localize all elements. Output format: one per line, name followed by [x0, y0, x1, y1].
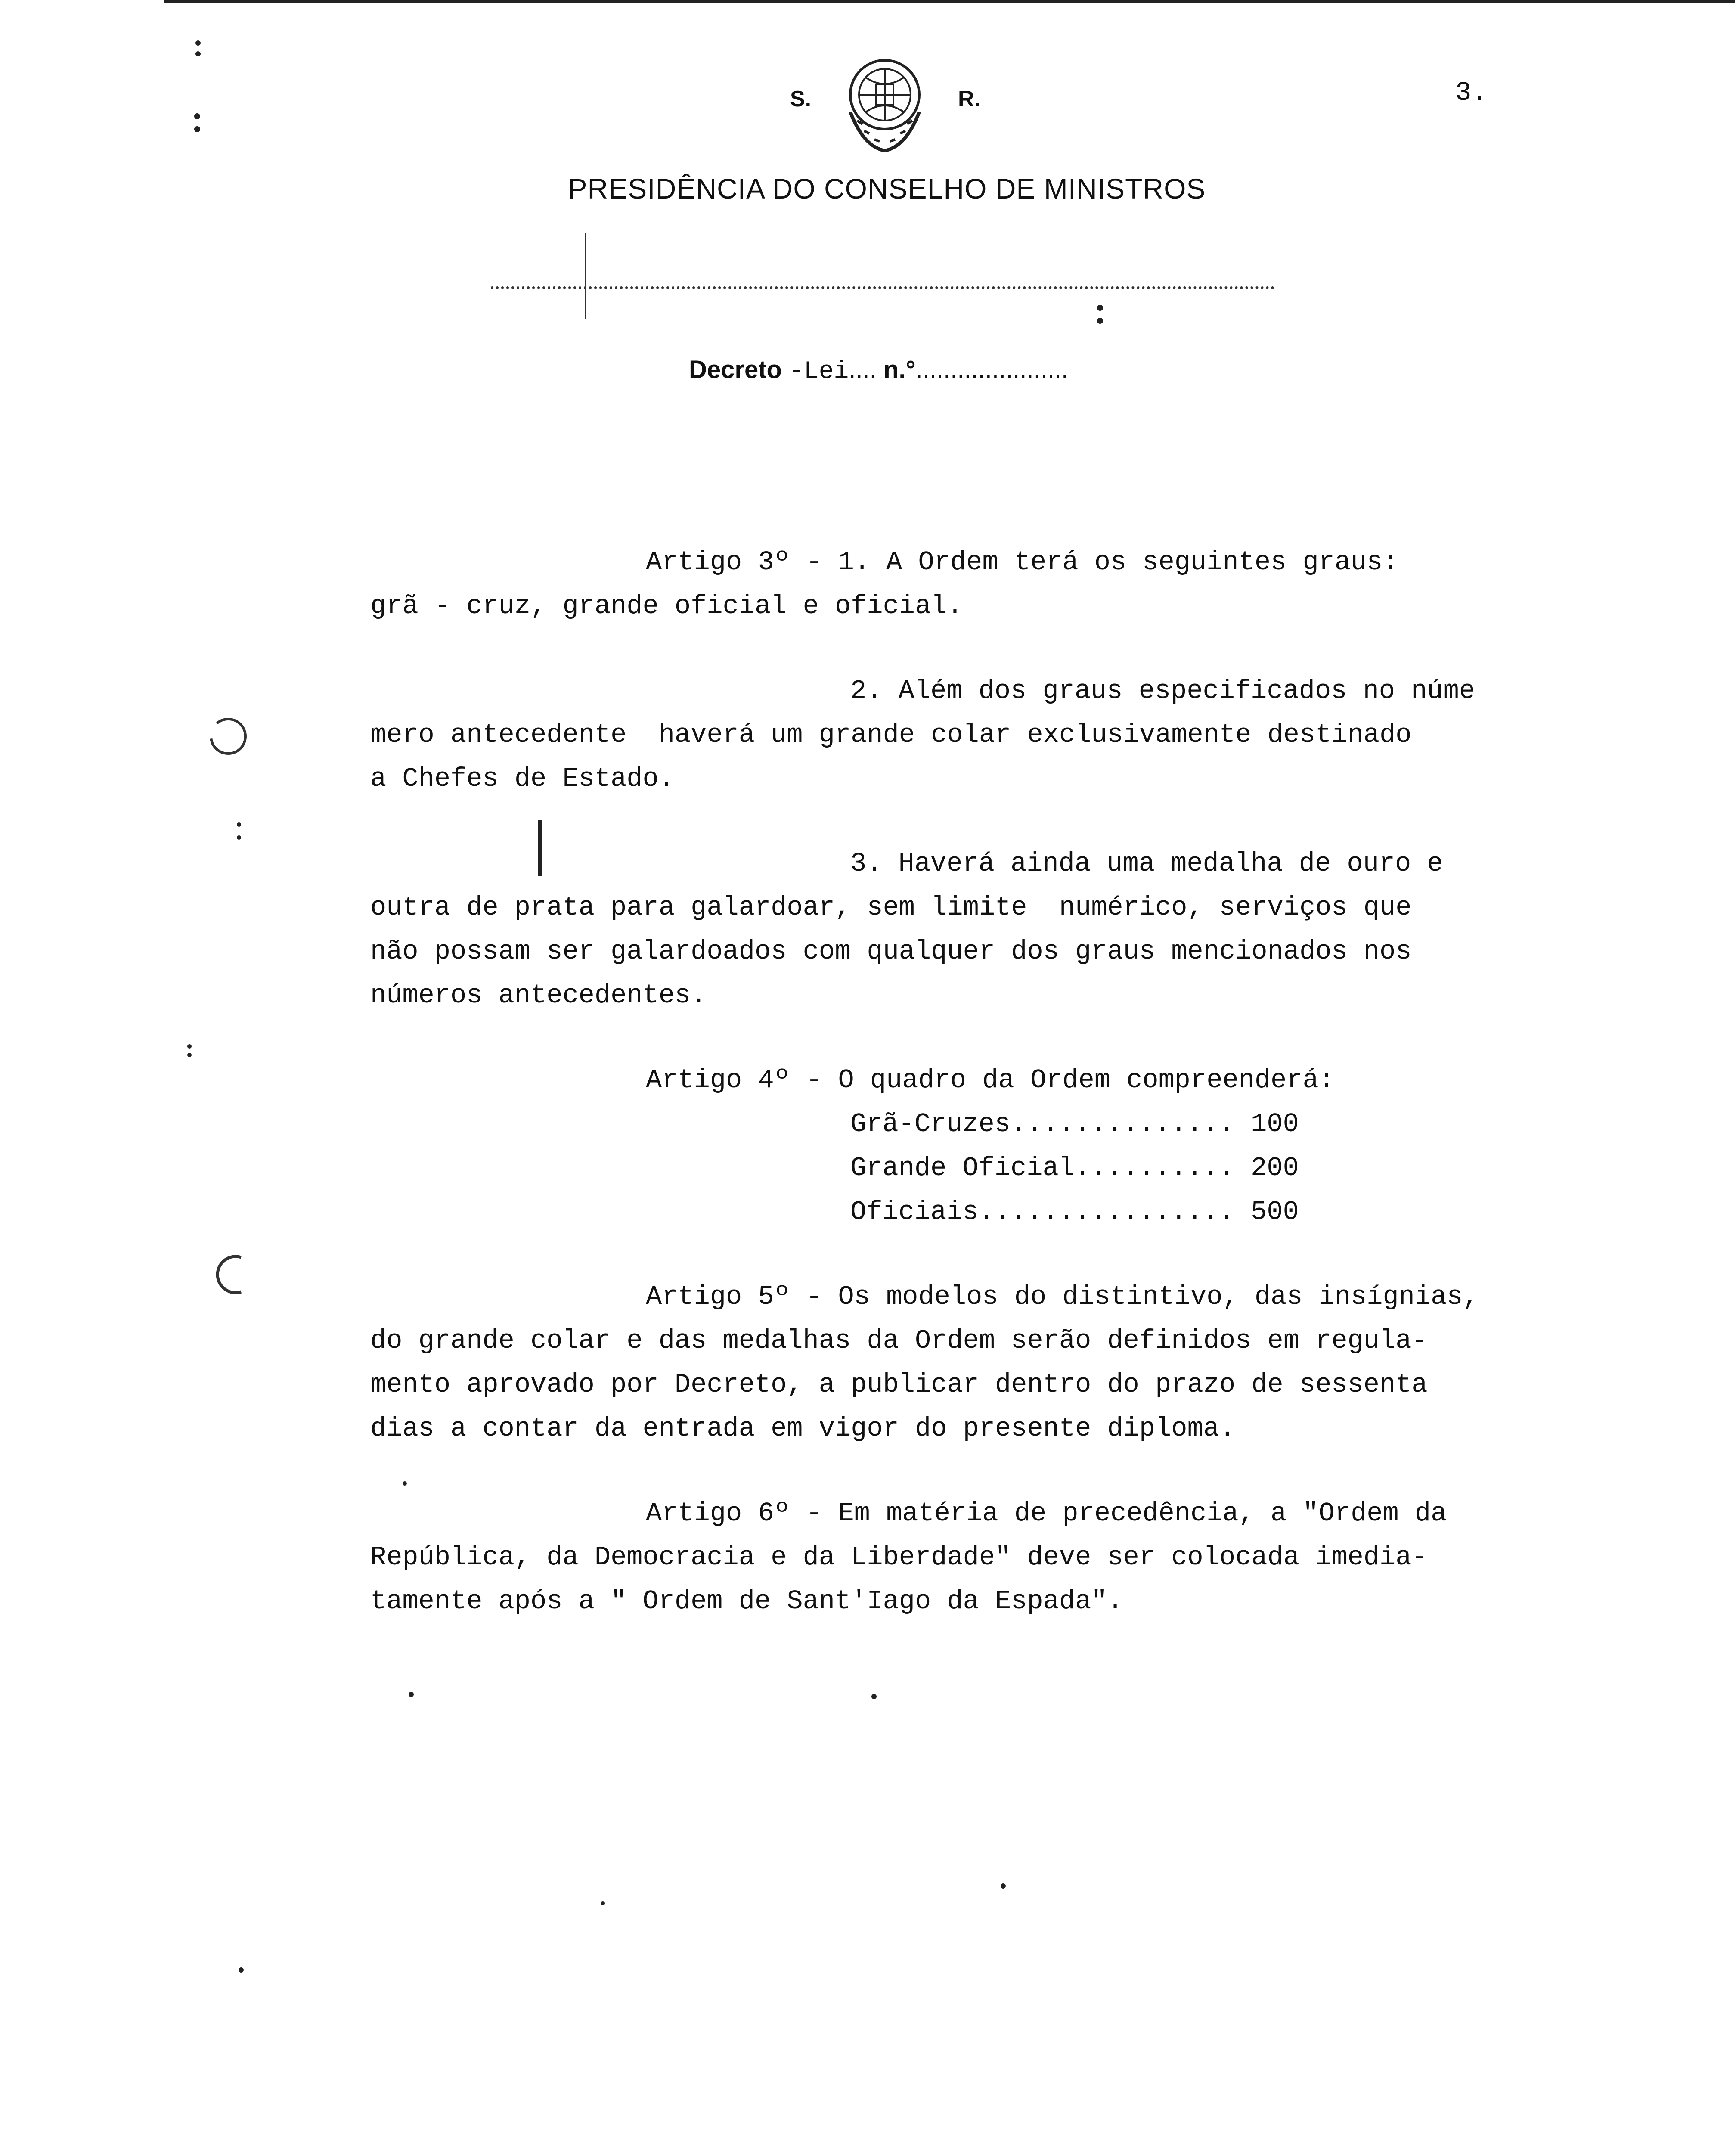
- decree-number-blank: ......................: [915, 356, 1069, 384]
- grade-label: Grã-Cruzes..............: [850, 1109, 1235, 1139]
- grade-row-oficiais: [370, 1190, 1576, 1234]
- article-3-p3-line2: outra de prata para galardoar, sem limite numérico, serviços que: [370, 892, 1412, 923]
- grade-row-gra-cruzes: [370, 1102, 1576, 1146]
- decree-label: Decreto: [689, 356, 789, 384]
- article-3-p3-line4: números antecedentes.: [370, 980, 707, 1011]
- grade-count: 500: [1251, 1197, 1299, 1227]
- grade-count: 200: [1251, 1153, 1299, 1183]
- punch-hole-mark-icon: [217, 1256, 241, 1293]
- article-3-p2-line3: a Chefes de Estado.: [370, 763, 675, 794]
- decree-title: [689, 355, 1068, 386]
- grade-label: Oficiais................: [850, 1197, 1235, 1227]
- article-6-line2: República, da Democracia e da Liberdade" deve ser colocada imedia-: [370, 1542, 1428, 1573]
- article-3: [370, 540, 1576, 1018]
- article-5-line1: Artigo 5º - Os modelos do distintivo, das insígnias,: [646, 1281, 1479, 1312]
- letterhead-left-letter: S.: [790, 87, 812, 112]
- dotted-separator: [491, 286, 1274, 289]
- decree-number-label: n.°: [876, 356, 916, 384]
- grade-count: 100: [1251, 1109, 1299, 1139]
- grade-row-grande-oficial: [370, 1146, 1576, 1190]
- decree-body: [370, 540, 1576, 1623]
- decree-typed-suffix: -Lei: [789, 358, 849, 386]
- article-3-p1-line2: grã - cruz, grande oficial e oficial.: [370, 591, 963, 621]
- article-5: [370, 1275, 1576, 1451]
- article-3-p2-line2: mero antecedente haverá um grande colar exclusivamente destinado: [370, 720, 1412, 750]
- coat-of-arms-emblem-icon: [842, 52, 928, 159]
- article-3-p3-line3: não possam ser galardoados com qualquer dos graus mencionados nos: [370, 936, 1412, 967]
- article-5-line2: do grande colar e das medalhas da Ordem serão definidos em regula-: [370, 1325, 1428, 1356]
- decree-dots-1: ....: [849, 356, 877, 384]
- top-border-line: [164, 0, 1735, 3]
- institution-name: PRESIDÊNCIA DO CONSELHO DE MINISTROS: [568, 173, 1206, 205]
- article-6: [370, 1492, 1576, 1623]
- article-6-line1: Artigo 6º - Em matéria de precedência, a "Ordem da: [646, 1498, 1447, 1529]
- grade-label: Grande Oficial..........: [850, 1153, 1235, 1183]
- page-number: 3.: [1455, 78, 1488, 108]
- article-6-line3: tamente após a " Ordem de Sant'Iago da Espada".: [370, 1586, 1123, 1616]
- letterhead-right-letter: R.: [958, 87, 980, 112]
- article-5-line4: dias a contar da entrada em vigor do presente diploma.: [370, 1413, 1236, 1444]
- article-4-intro: Artigo 4º - O quadro da Ordem compreenderá:: [646, 1065, 1335, 1095]
- article-3-p3-line1: 3. Haverá ainda uma medalha de ouro e: [850, 848, 1443, 879]
- article-5-line3: mento aprovado por Decreto, a publicar dentro do prazo de sessenta: [370, 1369, 1428, 1400]
- punch-hole-mark-icon: [211, 719, 245, 754]
- article-3-p2-line1: 2. Além dos graus especificados no núme: [850, 676, 1476, 706]
- article-3-p1-line1: Artigo 3º - 1. A Ordem terá os seguintes graus:: [646, 547, 1399, 577]
- article-4: [370, 1058, 1576, 1234]
